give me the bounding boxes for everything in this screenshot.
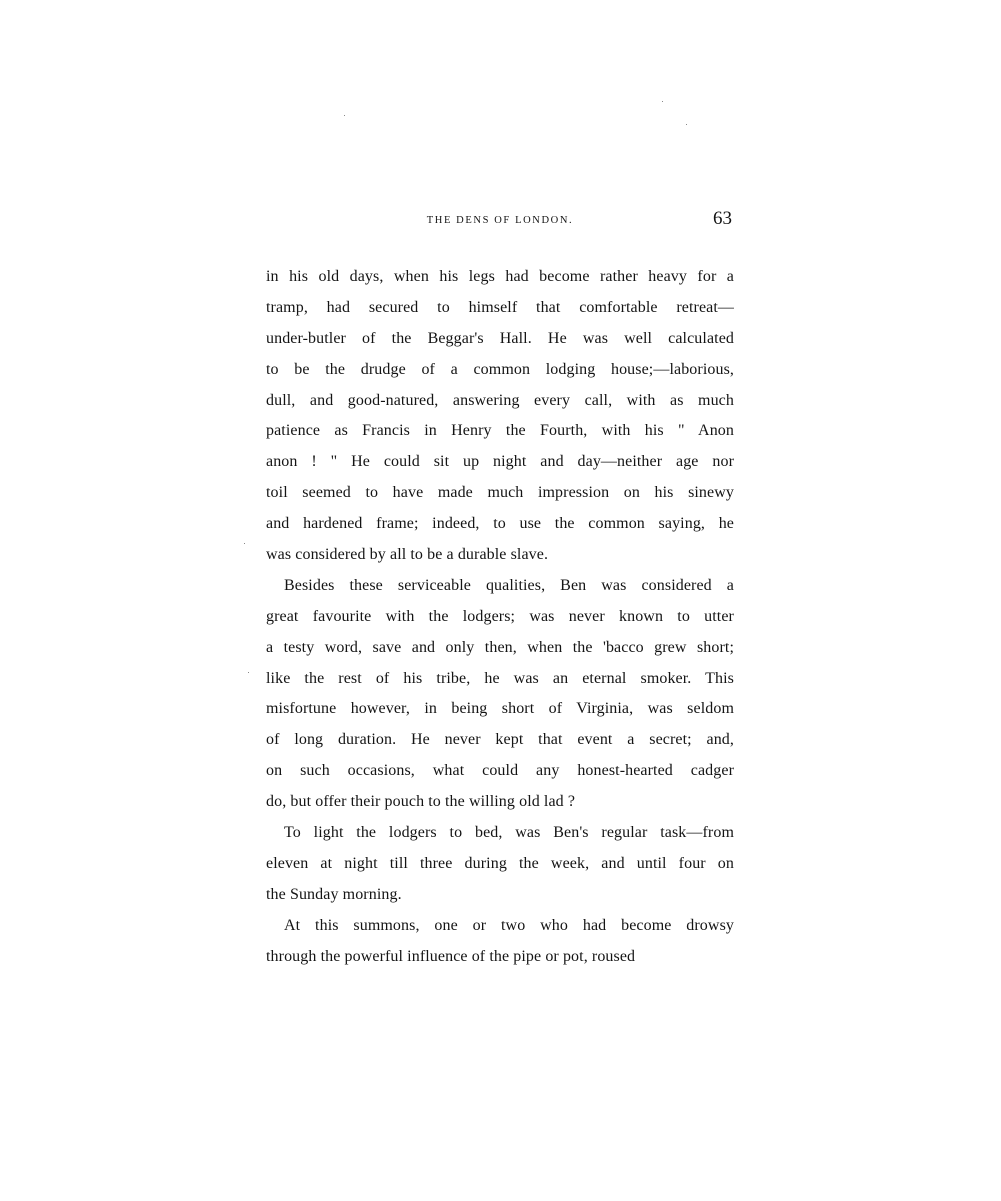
scan-speck bbox=[244, 543, 245, 544]
text-line: tramp, had secured to himself that comfortable retreat— bbox=[266, 298, 734, 316]
text-line: anon ! " He could sit up night and day—neither age nor bbox=[266, 453, 734, 471]
text-line: do, but offer their pouch to the willing old lad ? bbox=[266, 793, 576, 811]
text-line: At this summons, one or two who had become drowsy bbox=[284, 916, 734, 934]
page-number: 63 bbox=[713, 208, 732, 229]
text-line: Besides these serviceable qualities, Ben was considered a bbox=[284, 576, 734, 594]
text-line: through the powerful influence of the pipe or pot, roused bbox=[266, 947, 636, 965]
scan-speck bbox=[248, 672, 249, 673]
text-line: misfortune however, in being short of Virginia, was seldom bbox=[266, 700, 734, 718]
text-line: on such occasions, what could any honest-hearted cadger bbox=[266, 762, 734, 780]
scan-speck bbox=[344, 115, 345, 116]
text-line: and hardened frame; indeed, to use the common saying, he bbox=[266, 515, 734, 533]
text-line: to be the drudge of a common lodging house;—laborious, bbox=[266, 360, 734, 378]
body-text bbox=[266, 262, 734, 972]
text-line: toil seemed to have made much impression on his sinewy bbox=[266, 484, 734, 502]
paragraph bbox=[266, 818, 734, 911]
text-line: dull, and good-natured, answering every call, with as much bbox=[266, 391, 734, 409]
text-line: in his old days, when his legs had become rather heavy for a bbox=[266, 268, 734, 285]
text-line: patience as Francis in Henry the Fourth, with his " Anon bbox=[266, 422, 734, 440]
text-line: under-butler of the Beggar's Hall. He was well calculated bbox=[266, 329, 734, 347]
text-line: To light the lodgers to bed, was Ben's regular task—from bbox=[284, 824, 734, 842]
text-line: a testy word, save and only then, when the 'bacco grew short; bbox=[266, 638, 734, 656]
text-line: of long duration. He never kept that event a secret; and, bbox=[266, 731, 734, 749]
text-line: like the rest of his tribe, he was an eternal smoker. This bbox=[266, 669, 734, 687]
scan-speck bbox=[662, 101, 663, 102]
page-header bbox=[266, 208, 734, 238]
text-line: the Sunday morning. bbox=[266, 885, 402, 903]
text-line: eleven at night till three during the week, and until four on bbox=[266, 854, 734, 872]
paragraph bbox=[266, 911, 734, 973]
paragraph bbox=[266, 571, 734, 818]
running-head: THE DENS OF LONDON. bbox=[426, 215, 574, 226]
paragraph bbox=[266, 262, 734, 571]
scan-speck bbox=[686, 124, 687, 125]
text-line: great favourite with the lodgers; was never known to utter bbox=[266, 607, 734, 625]
text-line: was considered by all to be a durable slave. bbox=[266, 546, 549, 564]
